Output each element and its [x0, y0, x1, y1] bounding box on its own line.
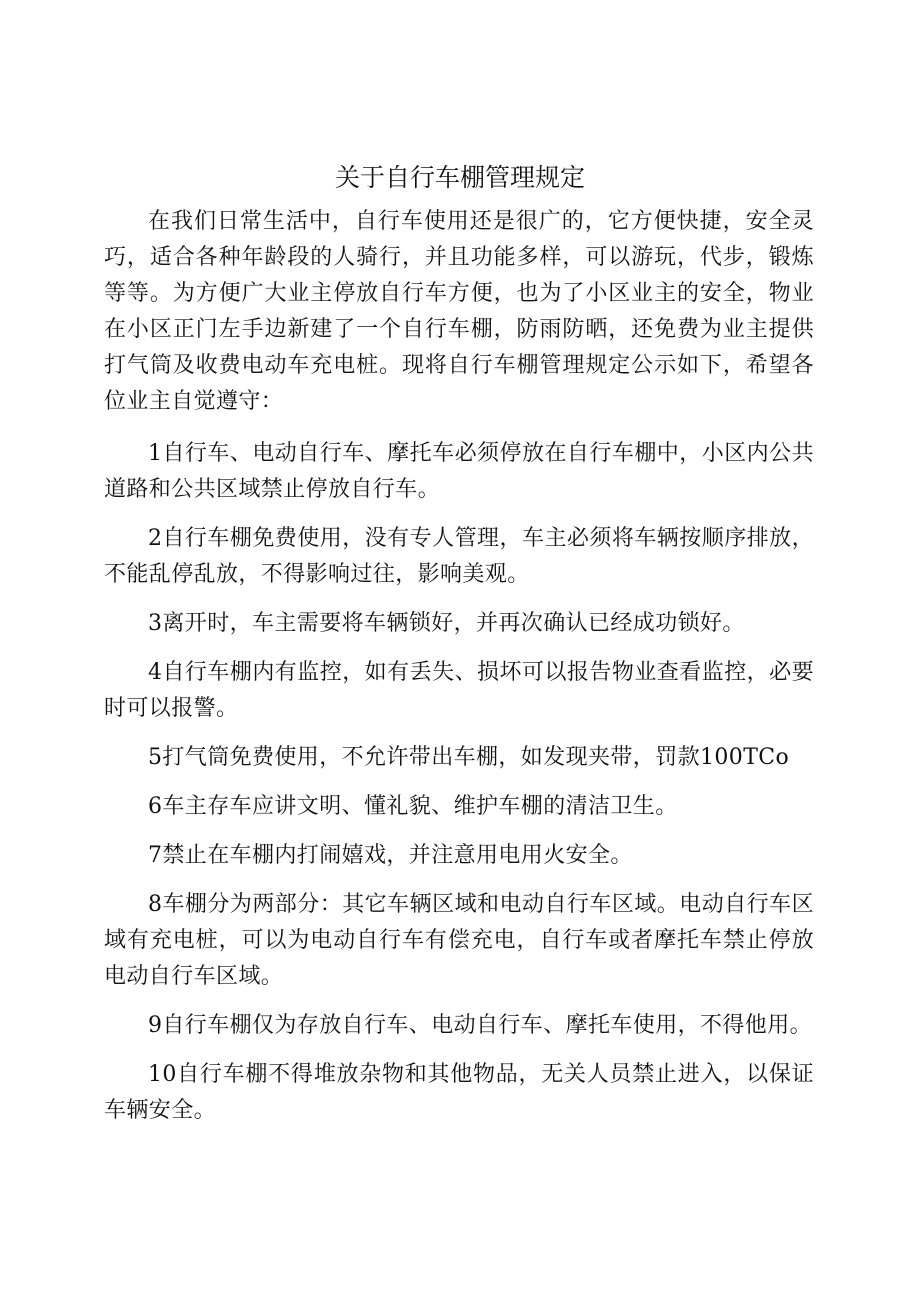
- rule-paragraph-4: 4自行车棚内有监控，如有丢失、损坏可以报告物业查看监控，必要时可以报警。: [104, 660, 814, 721]
- rule-paragraph-3: 3离开时，车主需要将车辆锁好，并再次确认已经成功锁好。: [148, 611, 745, 636]
- rule-paragraph-10: 10自行车棚不得堆放杂物和其他物品，无关人员禁止进入，以保证车辆安全。: [104, 1062, 814, 1123]
- document-title: 关于自行车棚管理规定: [334, 163, 585, 192]
- rule-paragraph-6: 6车主存车应讲文明、懂礼貌、维护车棚的清洁卫生。: [148, 794, 678, 819]
- rule-paragraph-1: 1自行车、电动自行车、摩托车必须停放在自行车棚中，小区内公共道路和公共区域禁止停放自行车。: [104, 441, 814, 502]
- rule-paragraph-2: 2自行车棚免费使用，没有专人管理，车主必须将车辆按顺序排放，不能乱停乱放，不得影响过往，影响美观。: [104, 526, 814, 587]
- rule-paragraph-5: 5打气筒免费使用，不允许带出车棚，如发现夹带，罚款100TCo: [148, 745, 790, 770]
- rule-paragraph-7: 7禁止在车棚内打闹嬉戏，并注意用电用火安全。: [148, 843, 633, 868]
- intro-paragraph: 在我们日常生活中，自行车使用还是很广的，它方便快捷，安全灵巧，适合各种年龄段的人骑行，并且功能多样，可以游玩，代步，锻炼等等。为方便广大业主停放自行车方便，也为了小区业主的安全，物业在小区正门左手边新建了一个自行车棚，防雨防晒，还免费为业主提供打气筒及收费电动车充电桩。现将自行车棚管理规定公示如下，希望各位业主自觉遵守：: [104, 209, 814, 414]
- rule-paragraph-9: 9自行车棚仅为存放自行车、电动自行车、摩托车使用，不得他用。: [148, 1013, 812, 1038]
- document-body: [104, 204, 814, 1142]
- rule-paragraph-8: 8车棚分为两部分：其它车辆区域和电动自行车区域。电动自行车区域有充电桩，可以为电动自行车有偿充电，自行车或者摩托车禁止停放电动自行车区域。: [104, 892, 814, 989]
